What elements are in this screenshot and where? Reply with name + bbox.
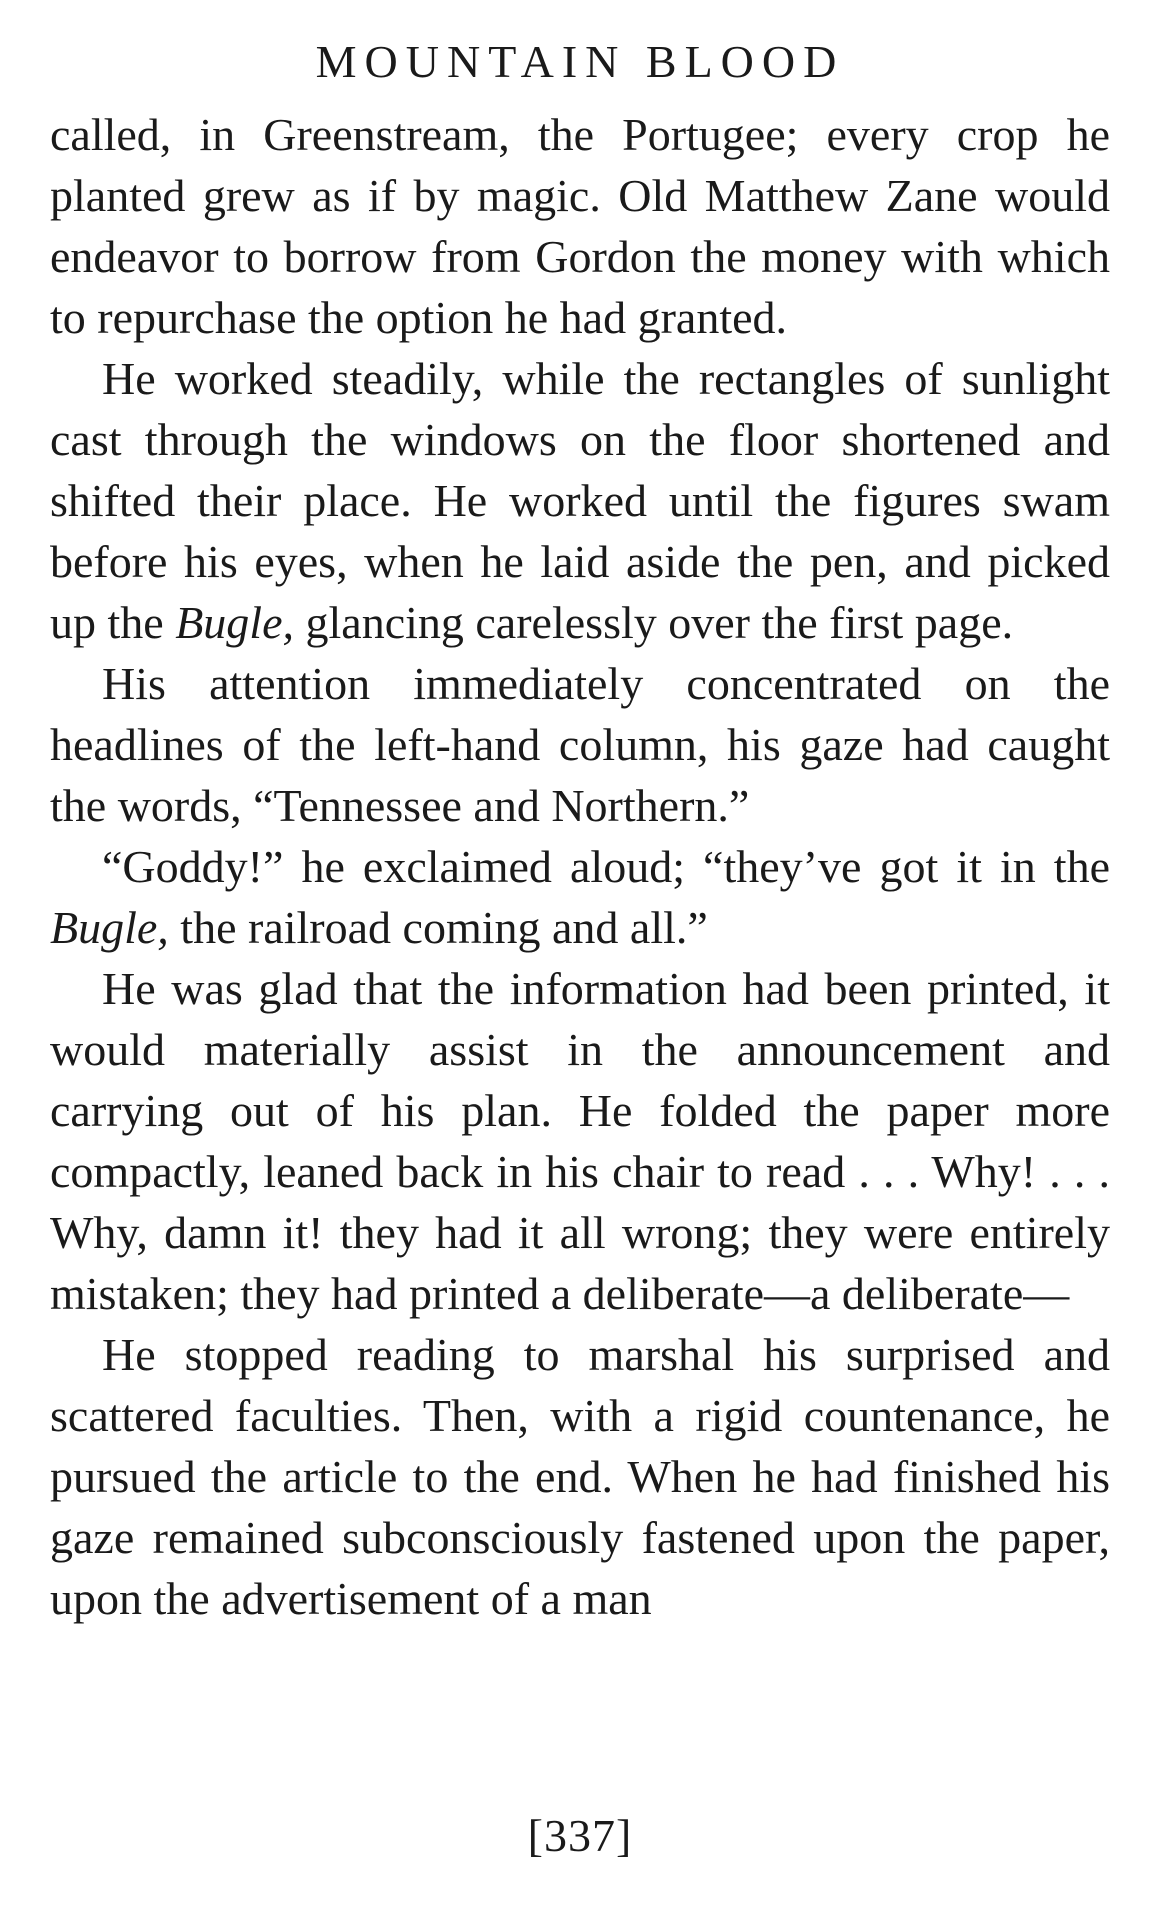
paragraph [50, 836, 1110, 958]
paragraph-text: glancing carelessly over the first page. [294, 597, 1014, 648]
paragraph-text: He was glad that the information had been printed, it would materially assist in the announcement and carrying out of his plan. He folded the paper more compactly, leaned back in his chair to read . . . Why! . . . Why, damn it! they had it all wrong; they were entirely mistaken; they had printed a deliberate—a deliberate— [50, 963, 1110, 1319]
paragraph [50, 653, 1110, 836]
paragraph-text: He worked steadily, while the rectangles of sunlight cast through the windows on the floor shortened and shifted their place. He worked until the figures swam before his eyes, when he laid aside the pen, and picked up the [50, 353, 1110, 648]
paragraph [50, 348, 1110, 653]
paragraph-text: “Goddy!” he exclaimed aloud; “they’ve got it in the [102, 841, 1110, 892]
page-number: [337] [527, 1810, 633, 1861]
italic-title: Bugle, [50, 902, 169, 953]
running-head: MOUNTAIN BLOOD [315, 36, 845, 87]
book-page [50, 0, 1110, 1919]
paragraph [50, 958, 1110, 1324]
paragraph [50, 104, 1110, 348]
italic-title: Bugle, [175, 597, 294, 648]
body-text [50, 104, 1110, 1629]
paragraph-text: called, in Greenstream, the Portugee; every crop he planted grew as if by magic. Old Matthew Zane would endeavor to borrow from Gordon the money with which to repurchase the option he had granted. [50, 109, 1110, 343]
paragraph-text: He stopped reading to marshal his surprised and scattered faculties. Then, with a rigid countenance, he pursued the article to the end. When he had finished his gaze remained subconsciously fastened upon the paper, upon the advertisement of a man [50, 1329, 1110, 1624]
paragraph-text: the railroad coming and all.” [168, 902, 708, 953]
paragraph-text: His attention immediately concentrated on the headlines of the left-hand column, his gaze had caught the words, “Tennessee and Northern.” [50, 658, 1110, 831]
paragraph [50, 1324, 1110, 1629]
